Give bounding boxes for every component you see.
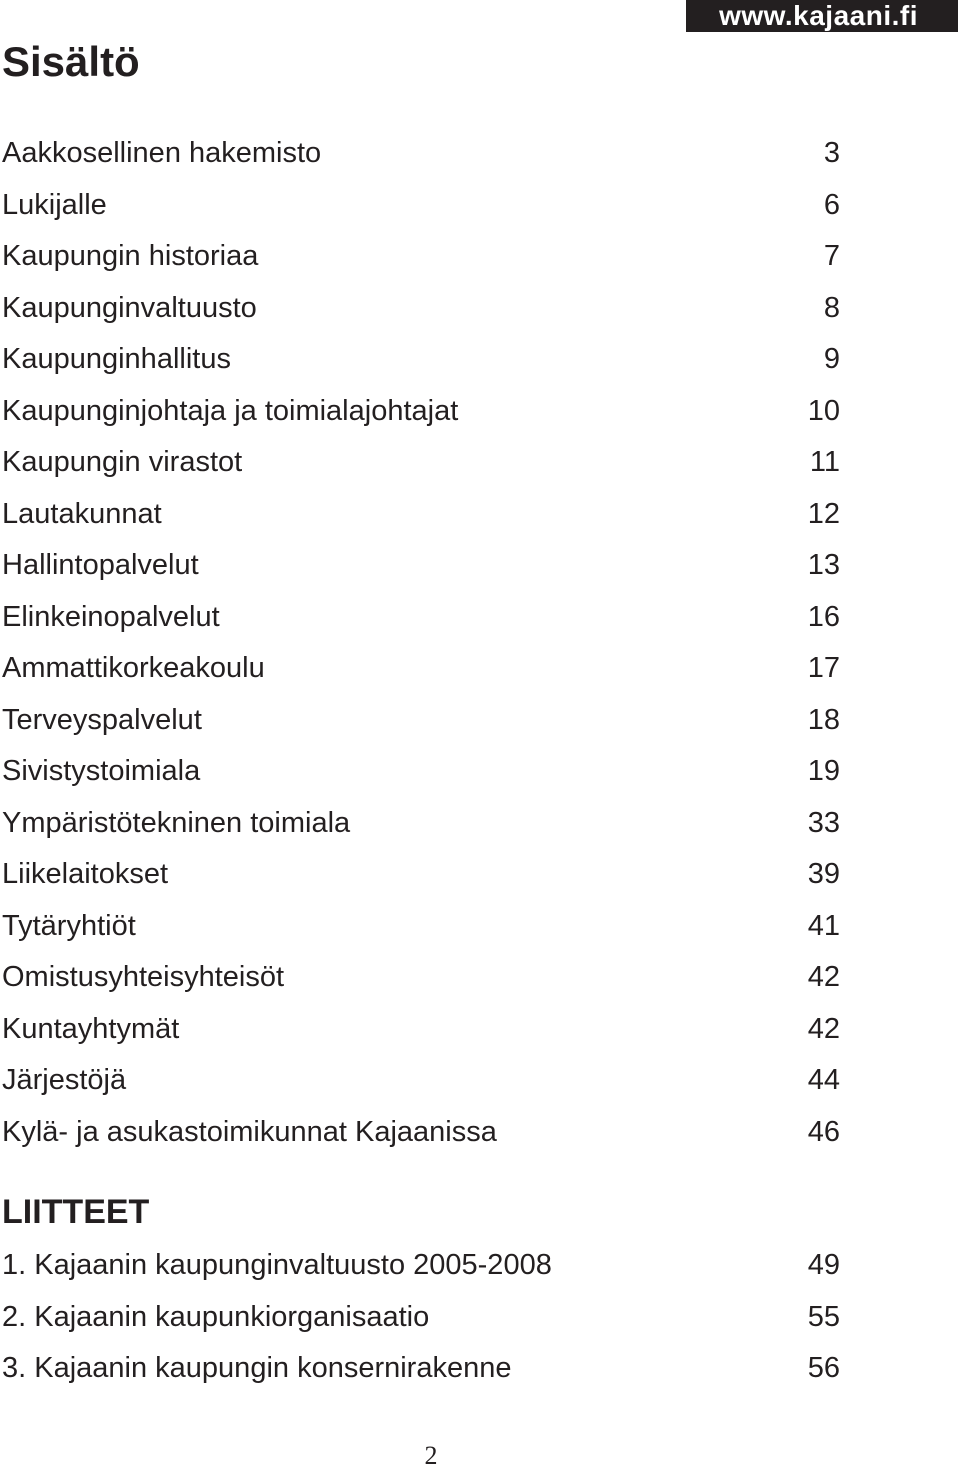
toc-entry [2, 643, 840, 695]
toc-entry-title: Aakkosellinen hakemisto [2, 137, 322, 170]
toc-entry-page-number: 33 [807, 806, 840, 839]
toc-entry-page-number: 6 [823, 188, 840, 221]
toc-entry [2, 540, 840, 592]
toc-entry [2, 128, 840, 180]
toc-entry-page-number: 56 [807, 1352, 840, 1385]
toc-entry [2, 952, 840, 1004]
toc-entry-page-number: 49 [807, 1249, 840, 1282]
toc-entry-title: Lukijalle [2, 188, 107, 221]
toc-entry-page-number: 11 [809, 446, 840, 479]
toc-entry-title: Ympäristötekninen toimiala [2, 806, 351, 839]
website-url-banner [686, 0, 958, 32]
toc-entry-page-number: 12 [807, 497, 840, 530]
toc-entry [2, 386, 840, 438]
page-title: Sisältö [2, 38, 140, 85]
toc-entry [2, 283, 840, 335]
toc-entry [2, 695, 840, 747]
toc-entry [2, 1004, 840, 1056]
appendices-list [2, 1240, 840, 1395]
toc-entry [2, 1107, 840, 1159]
toc-entry-title: Terveyspalvelut [2, 703, 202, 736]
toc-entry [2, 798, 840, 850]
toc-entry-page-number: 44 [807, 1064, 840, 1097]
toc-entry-page-number: 17 [807, 652, 840, 685]
toc-entry-title: Kaupungin historiaa [2, 240, 259, 273]
toc-entry-page-number: 10 [807, 394, 840, 427]
toc-entry [2, 746, 840, 798]
toc-entry-page-number: 9 [823, 343, 840, 376]
toc-entry-title: Kuntayhtymät [2, 1012, 180, 1045]
toc-entry-page-number: 39 [807, 858, 840, 891]
toc-entry [2, 334, 840, 386]
toc-entry-page-number: 55 [807, 1300, 840, 1333]
toc-entry-page-number: 41 [807, 909, 840, 942]
toc-entry-title: Liikelaitokset [2, 858, 169, 891]
toc-entry-page-number: 42 [807, 1012, 840, 1045]
toc-entry-page-number: 7 [823, 240, 840, 273]
toc-entry-page-number: 16 [807, 600, 840, 633]
toc-entry-title: 1. Kajaanin kaupunginvaltuusto 2005-2008 [2, 1249, 552, 1282]
website-url: www.kajaani.fi [719, 0, 918, 31]
toc-entry-page-number: 18 [807, 703, 840, 736]
toc-entry-title: Kaupungin virastot [2, 446, 243, 479]
toc-entry-page-number: 3 [823, 137, 840, 170]
toc-entry [2, 1292, 840, 1344]
toc-entry [2, 1055, 840, 1107]
toc-entry-title: Kaupunginvaltuusto [2, 291, 257, 324]
toc-entry-page-number: 46 [807, 1115, 840, 1148]
toc-entry-title: Kaupunginhallitus [2, 343, 231, 376]
toc-entry-page-number: 13 [807, 549, 840, 582]
toc-entry-title: Ammattikorkeakoulu [2, 652, 265, 685]
toc-entry [2, 592, 840, 644]
toc-entry-title: Järjestöjä [2, 1064, 127, 1097]
toc-entry-title: Lautakunnat [2, 497, 162, 530]
toc-entry-title: Sivistystoimiala [2, 755, 201, 788]
table-of-contents [2, 128, 840, 1158]
toc-entry-page-number: 42 [807, 961, 840, 994]
toc-entry-title: 2. Kajaanin kaupunkiorganisaatio [2, 1300, 430, 1333]
toc-entry [2, 231, 840, 283]
page-number: 2 [424, 1441, 438, 1470]
toc-entry [2, 1343, 840, 1395]
toc-entry-title: Kaupunginjohtaja ja toimialajohtajat [2, 394, 459, 427]
toc-entry [2, 489, 840, 541]
toc-entry [2, 180, 840, 232]
toc-entry-page-number: 8 [823, 291, 840, 324]
toc-entry [2, 901, 840, 953]
toc-entry-title: Hallintopalvelut [2, 549, 199, 582]
toc-entry-title: Omistusyhteisyhteisöt [2, 961, 285, 994]
toc-entry [2, 1240, 840, 1292]
appendices-heading: LIITTEET [2, 1193, 150, 1231]
toc-entry-title: Elinkeinopalvelut [2, 600, 220, 633]
toc-entry-title: Tytäryhtiöt [2, 909, 136, 942]
toc-entry-page-number: 19 [807, 755, 840, 788]
toc-entry-title: Kylä- ja asukastoimikunnat Kajaanissa [2, 1115, 497, 1148]
toc-entry [2, 437, 840, 489]
toc-entry [2, 849, 840, 901]
toc-entry-title: 3. Kajaanin kaupungin konsernirakenne [2, 1352, 512, 1385]
